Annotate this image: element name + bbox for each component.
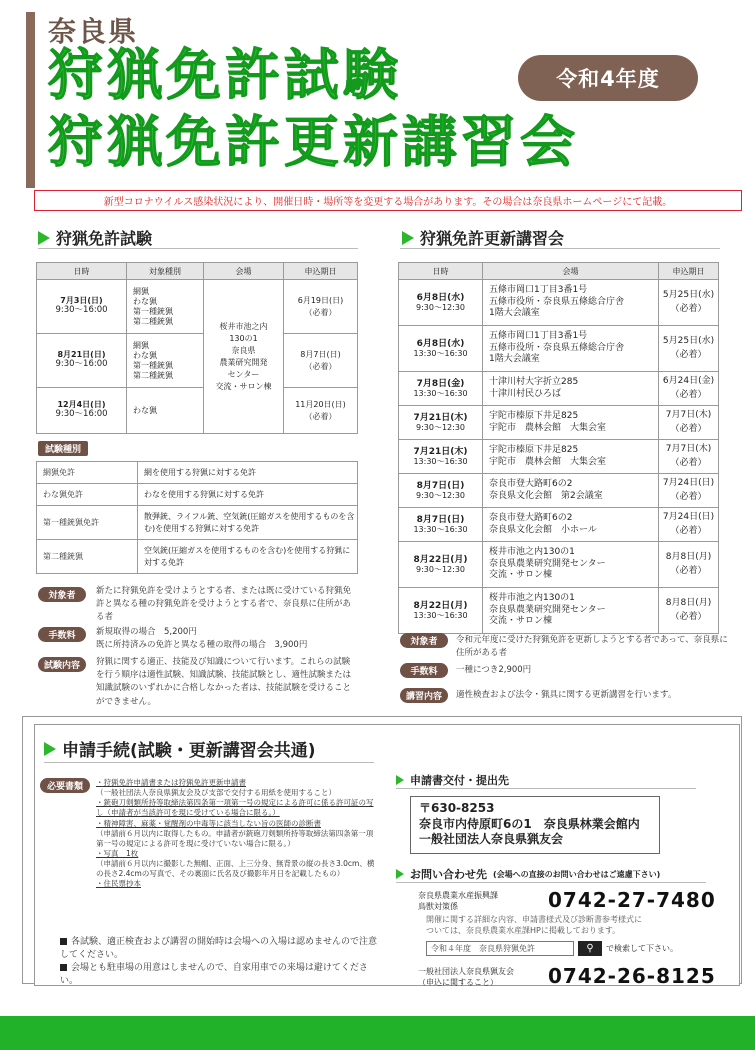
exam-deadline-cell: [284, 334, 358, 388]
exam-heading: [38, 226, 152, 249]
type-name: わな猟免許: [37, 484, 138, 506]
table-row: [399, 280, 719, 326]
col-header: 日時: [399, 263, 483, 280]
exam-type: わな猟: [133, 350, 157, 360]
exam-types-cell: [127, 388, 204, 434]
contact-dept: [418, 890, 498, 912]
submit-heading: [396, 772, 509, 788]
info-line: 開催に関する詳細な内容、申請書様式及び診断書参考様式に: [426, 915, 642, 924]
renewal-deadline-cell: [659, 508, 719, 542]
deadline-note: （必着）: [670, 349, 707, 360]
doc-item: ・写真 1枚: [96, 848, 139, 858]
venue-line: 宇陀市榛原下井足825: [489, 444, 579, 455]
inquiry-note: (会場への直接のお問い合わせはご遠慮下さい): [493, 869, 661, 879]
renewal-date-cell: [399, 588, 483, 634]
exam-time: 9:30～16:00: [55, 409, 108, 420]
exam-deadline-cell: [284, 280, 358, 334]
main-title-renewal: 狩猟免許更新講習会: [48, 110, 580, 174]
type-name: 第二種銃猟: [37, 540, 138, 574]
renewal-venue-cell: [483, 406, 659, 440]
required-docs-list: [96, 778, 376, 889]
exam-table: [36, 262, 358, 434]
application-heading-rule: [44, 762, 374, 763]
exam-target-tag: 対象者: [38, 587, 86, 602]
prefecture-label: 奈良県: [48, 15, 139, 48]
venue-line: 十津川村大字折立285: [489, 376, 579, 387]
deadline-note: （必着）: [304, 411, 337, 421]
venue-line: 1階大会議室: [489, 354, 540, 365]
renewal-target-tag: 対象者: [400, 633, 448, 648]
renewal-venue-cell: [483, 372, 659, 406]
triangle-icon: [44, 742, 56, 756]
renewal-heading-text: 狩猟免許更新講習会: [420, 229, 565, 248]
venue-line: 宇陀市榛原下井足825: [489, 410, 579, 421]
renewal-deadline-cell: [659, 440, 719, 474]
bullet-text: 各試験、適正検査および講習の開始時は会場への入場は認めませんので注意してください。: [60, 937, 378, 961]
main-title-exam: 狩猟免許試験: [48, 43, 403, 107]
renewal-time: 13:30～16:30: [413, 525, 468, 535]
renewal-date-cell: [399, 406, 483, 440]
table-row: [399, 588, 719, 634]
col-header: 申込期日: [284, 263, 358, 280]
contact-club: [418, 966, 514, 988]
venue-line: 奈良県農業研究開発センター: [489, 558, 606, 569]
renewal-venue-cell: [483, 508, 659, 542]
table-row: [399, 372, 719, 406]
bullet-icon: [60, 938, 67, 945]
renewal-time: 9:30～12:30: [415, 491, 466, 501]
renewal-time: 13:30～16:30: [413, 457, 468, 467]
table-row: [399, 406, 719, 440]
application-heading: [44, 736, 316, 761]
col-header: 対象種別: [127, 263, 204, 280]
renewal-heading-rule: [400, 248, 720, 249]
renewal-venue-cell: [483, 280, 659, 326]
exam-content-text: 狩猟に関する適正、技能及び知識について行います。これらの試験を行う順序は適性試験、知識試験、技能試験とし、適性試験または知識試験のいずれかに合格しなかった者は、技能試験を受けることができません。: [96, 657, 352, 707]
exam-type: 第二種銃猟: [133, 316, 173, 326]
venue-line: 農業研究開発: [219, 357, 268, 367]
inquiry-heading-rule: [396, 882, 706, 883]
table-row: [37, 280, 358, 334]
renewal-deadline-cell: [659, 406, 719, 440]
deadline-note: （必着）: [304, 361, 337, 371]
exam-target-text: 新たに狩猟免許を受けようとする者、または既に受けている狩猟免許と異なる種の狩猟免許を受けようとする者で、奈良県に住所がある者: [96, 586, 352, 623]
deadline: 6月24日(金): [662, 376, 715, 386]
renewal-fee-text: 一種につき2,900円: [456, 665, 532, 675]
renewal-time: 13:30～16:30: [413, 611, 468, 621]
footer-bar: [0, 1016, 755, 1050]
renewal-date: 7月21日(木): [413, 446, 468, 457]
type-desc: 網を使用する狩猟に対する免許: [138, 462, 358, 484]
table-row: [37, 506, 358, 540]
renewal-table: [398, 262, 719, 634]
renewal-date-cell: [399, 280, 483, 326]
deadline: 5月25日(水): [662, 336, 715, 346]
table-row: [399, 542, 719, 588]
venue-line: 宇陀市 農林会館 大集会室: [489, 422, 607, 433]
bullet-text: 会場とも駐車場の用意はしませんので、自家用車での来場は避けてください。: [60, 963, 368, 987]
doc-item: （一般社団法人奈良県猟友会及び支部で交付する用紙を使用すること）: [96, 788, 336, 798]
renewal-fee-tag: 手数料: [400, 663, 448, 678]
submit-heading-text: 申請書交付・提出先: [410, 774, 509, 787]
renewal-date: 6月8日(水): [416, 292, 465, 303]
exam-type: わな猟: [133, 405, 157, 415]
type-desc: 散弾銃、ライフル銃、空気銃(圧縮ガスを使用するものを含む)を使用する狩猟に対する免許: [138, 506, 358, 540]
deadline-note: （必着）: [304, 307, 337, 317]
doc-item: ・狩猟免許申請書または狩猟免許更新申請書: [96, 778, 246, 787]
type-name: 第一種銃猟免許: [37, 506, 138, 540]
inquiry-heading-text: お問い合わせ先: [410, 868, 487, 881]
renewal-date: 7月8日(金): [416, 378, 465, 389]
renewal-date: 8月7日(日): [416, 514, 465, 525]
exam-heading-text: 狩猟免許試験: [56, 229, 153, 248]
renewal-time: 13:30～16:30: [413, 349, 468, 359]
renewal-table-header: [399, 263, 719, 280]
header-accent-bar: [26, 12, 35, 188]
type-desc: 空気銃(圧縮ガスを使用するものを含む)を使用する狩猟に対する免許: [138, 540, 358, 574]
contact-line: 一般社団法人奈良県猟友会: [418, 967, 514, 976]
table-row: [399, 474, 719, 508]
venue-line: 奈良県文化会館 第2会議室: [489, 490, 603, 501]
exam-types-table: [36, 461, 358, 574]
exam-date-cell: [37, 334, 127, 388]
deadline: 8月8日(月): [665, 552, 712, 562]
renewal-deadline-cell: [659, 326, 719, 372]
table-row: [399, 508, 719, 542]
col-header: 日時: [37, 263, 127, 280]
table-row: [37, 334, 358, 388]
deadline: 7月7日(木): [665, 410, 712, 420]
venue-line: 五條市役所・奈良県五條総合庁舎: [489, 342, 625, 353]
exam-date: 12月4日(日): [57, 400, 106, 410]
table-row: [399, 440, 719, 474]
doc-item: （申請前６月以内に撮影した無帽、正面、上三分身、無背景の縦の長さ3.0cm、横の長さ2.4cmの写真で、その裏面に氏名及び撮影年月日を記載したもの）: [96, 859, 375, 879]
table-row: [37, 484, 358, 506]
search-suffix: で検索して下さい。: [606, 943, 678, 953]
venue-line: 桜井市池之内130の1: [489, 592, 575, 603]
address-line: 一般社団法人奈良県猟友会: [419, 832, 564, 847]
deadline: 7月24日(日): [662, 512, 715, 522]
exam-time: 9:30～16:00: [55, 359, 108, 370]
exam-type: わな猟: [133, 296, 157, 306]
venue-line: 桜井市池之内130の1: [489, 546, 575, 557]
application-heading-text: 申請手続(試験・更新講習会共通): [62, 741, 316, 761]
col-header: 会場: [483, 263, 659, 280]
exam-fee-tag: 手数料: [38, 627, 86, 642]
renewal-date-cell: [399, 508, 483, 542]
venue-line: 奈良市登大路町6の2: [489, 512, 573, 523]
search-hint: [426, 940, 678, 956]
bullet-note: [60, 962, 380, 988]
doc-item: ・精神障害、麻薬・覚醒剤の中毒等に該当しない旨の医師の診断書: [96, 818, 321, 828]
renewal-time: 9:30～12:30: [415, 423, 466, 433]
contact-line: （申込に関すること）: [418, 978, 498, 988]
deadline-note: （必着）: [670, 611, 707, 622]
renewal-date: 7月21日(木): [413, 412, 468, 423]
venue-line: 奈良県農業研究開発センター: [489, 604, 606, 615]
renewal-target-text: 令和元年度に受けた狩猟免許を更新しようとする者であって、奈良県に住所がある者: [456, 635, 728, 659]
deadline: 8月8日(月): [665, 598, 712, 608]
renewal-venue-cell: [483, 542, 659, 588]
deadline: 7月24日(日): [662, 478, 715, 488]
renewal-time: 9:30～12:30: [415, 565, 466, 575]
inquiry-heading: [396, 866, 660, 882]
table-row: [37, 540, 358, 574]
exam-type: 第一種銃猟: [133, 306, 173, 316]
table-row: [37, 388, 358, 434]
deadline-note: （必着）: [670, 525, 707, 536]
renewal-date: 8月7日(日): [416, 480, 465, 491]
venue-line: 1階大会議室: [489, 308, 540, 319]
submit-heading-rule: [396, 788, 696, 789]
venue-line: 奈良市登大路町6の2: [489, 478, 573, 489]
renewal-heading: [402, 226, 564, 249]
exam-date: 7月3日(日): [60, 296, 103, 306]
venue-line: 宇陀市 農林会館 大集会室: [489, 456, 607, 467]
renewal-deadline-cell: [659, 280, 719, 326]
search-icon[interactable]: ⚲: [578, 941, 602, 956]
exam-date-cell: [37, 280, 127, 334]
venue-line: センター: [227, 369, 260, 379]
deadline-note: （必着）: [670, 565, 707, 576]
exam-date-cell: [37, 388, 127, 434]
col-header: 会場: [204, 263, 284, 280]
triangle-icon: [396, 869, 404, 879]
venue-line: 交流・サロン棟: [215, 381, 272, 391]
renewal-content-tag: 講習内容: [400, 688, 448, 703]
bullet-icon: [60, 964, 67, 971]
contact-line: 鳥獣対策係: [418, 902, 458, 912]
deadline: 8月7日(日): [300, 349, 341, 359]
venue-line: 奈良県: [231, 345, 256, 355]
exam-types-cell: [127, 334, 204, 388]
renewal-venue-cell: [483, 474, 659, 508]
type-desc: わなを使用する狩猟に対する免許: [138, 484, 358, 506]
docs-tag: 必要書類: [40, 778, 90, 793]
triangle-icon: [402, 231, 414, 245]
exam-type: 第一種銃猟: [133, 360, 173, 370]
venue-line: 交流・サロン棟: [489, 570, 553, 581]
venue-line: 桜井市池之内: [219, 321, 268, 331]
deadline-note: （必着）: [670, 491, 707, 502]
renewal-venue-cell: [483, 440, 659, 474]
renewal-venue-cell: [483, 588, 659, 634]
deadline-note: （必着）: [670, 457, 707, 468]
renewal-date-cell: [399, 542, 483, 588]
renewal-date-cell: [399, 474, 483, 508]
renewal-deadline-cell: [659, 542, 719, 588]
deadline: 5月25日(水): [662, 290, 715, 300]
renewal-content-text: 適性検査および法令・猟具に関する更新講習を行います。: [456, 690, 677, 700]
doc-item: （申請前６月以内に取得したもの。申請者が銃砲刀剣類所持等取締法第四条第一項第一号の規定による許可を現に受けていない場合に限る。）: [96, 828, 374, 848]
phone-club: 0742-26-8125: [548, 964, 716, 988]
triangle-icon: [396, 775, 404, 785]
exam-table-header: [37, 263, 358, 280]
covid-notice: 新型コロナウイルス感染状況により、開催日時・場所等を変更する場合があります。その場合は奈良県ホームページにて記載。: [34, 190, 742, 211]
address-line: 〒630-8253: [419, 801, 495, 815]
exam-heading-rule: [38, 248, 358, 249]
exam-types-cell: [127, 280, 204, 334]
renewal-deadline-cell: [659, 372, 719, 406]
renewal-date-cell: [399, 440, 483, 474]
renewal-date-cell: [399, 326, 483, 372]
exam-date: 8月21日(日): [57, 350, 106, 360]
info-text: [426, 914, 642, 936]
renewal-date: 6月8日(水): [416, 338, 465, 349]
phone-dept: 0742-27-7480: [548, 888, 716, 912]
exam-venue-cell: [204, 280, 284, 434]
exam-content-tag: 試験内容: [38, 657, 86, 672]
renewal-date-cell: [399, 372, 483, 406]
venue-line: 奈良県文化会館 小ホール: [489, 524, 597, 535]
renewal-time: 9:30～12:30: [415, 303, 466, 313]
type-name: 網猟免許: [37, 462, 138, 484]
deadline: 6月19日(日): [297, 295, 344, 305]
year-badge: 令和4年度: [518, 55, 698, 101]
bullet-note: [60, 936, 380, 962]
venue-line: 五條市岡口1丁目3番1号: [489, 330, 588, 341]
deadline: 11月20日(日): [295, 399, 346, 409]
exam-type: 網猟: [133, 286, 149, 296]
venue-line: 五條市岡口1丁目3番1号: [489, 284, 588, 295]
renewal-date: 8月22日(月): [413, 554, 468, 565]
venue-line: 十津川村民ひろば: [489, 388, 562, 399]
renewal-time: 13:30～16:30: [413, 389, 468, 399]
venue-line: 交流・サロン棟: [489, 616, 553, 627]
venue-line: 130の1: [229, 333, 258, 343]
exam-types-tag: 試験種別: [38, 441, 88, 456]
deadline-note: （必着）: [670, 303, 707, 314]
exam-deadline-cell: [284, 388, 358, 434]
doc-item: ・住民票抄本: [96, 879, 141, 889]
doc-item: ・銃砲刀剣類所持等取締法第四条第一項第一号の規定による許可に係る許可証の写し（申請者が当該許可を現に受けている場合に限る。）: [96, 798, 374, 818]
submit-address: [410, 796, 660, 854]
deadline: 7月7日(木): [665, 444, 712, 454]
deadline-note: （必着）: [670, 423, 707, 434]
exam-type: 網猟: [133, 340, 149, 350]
exam-time: 9:30～16:00: [55, 305, 108, 316]
venue-line: 五條市役所・奈良県五條総合庁舎: [489, 296, 625, 307]
renewal-date: 8月22日(月): [413, 600, 468, 611]
search-box[interactable]: 令和４年度 奈良県狩猟免許: [426, 941, 574, 956]
address-line: 奈良市内侍原町6の1 奈良県林業会館内: [419, 816, 640, 831]
deadline-note: （必着）: [670, 389, 707, 400]
col-header: 申込期日: [659, 263, 719, 280]
table-row: [399, 326, 719, 372]
renewal-deadline-cell: [659, 588, 719, 634]
exam-type: 第二種銃猟: [133, 370, 173, 380]
exam-fee-text: 新規取得の場合 5,200円 既に所持済みの免許と異なる種の取得の場合 3,900円: [96, 627, 308, 651]
renewal-deadline-cell: [659, 474, 719, 508]
triangle-icon: [38, 231, 50, 245]
table-row: [37, 462, 358, 484]
contact-line: 奈良県農業水産振興課: [418, 891, 498, 900]
info-line: ついては、奈良県農業水産課HPに掲載しております。: [426, 926, 621, 936]
renewal-venue-cell: [483, 326, 659, 372]
